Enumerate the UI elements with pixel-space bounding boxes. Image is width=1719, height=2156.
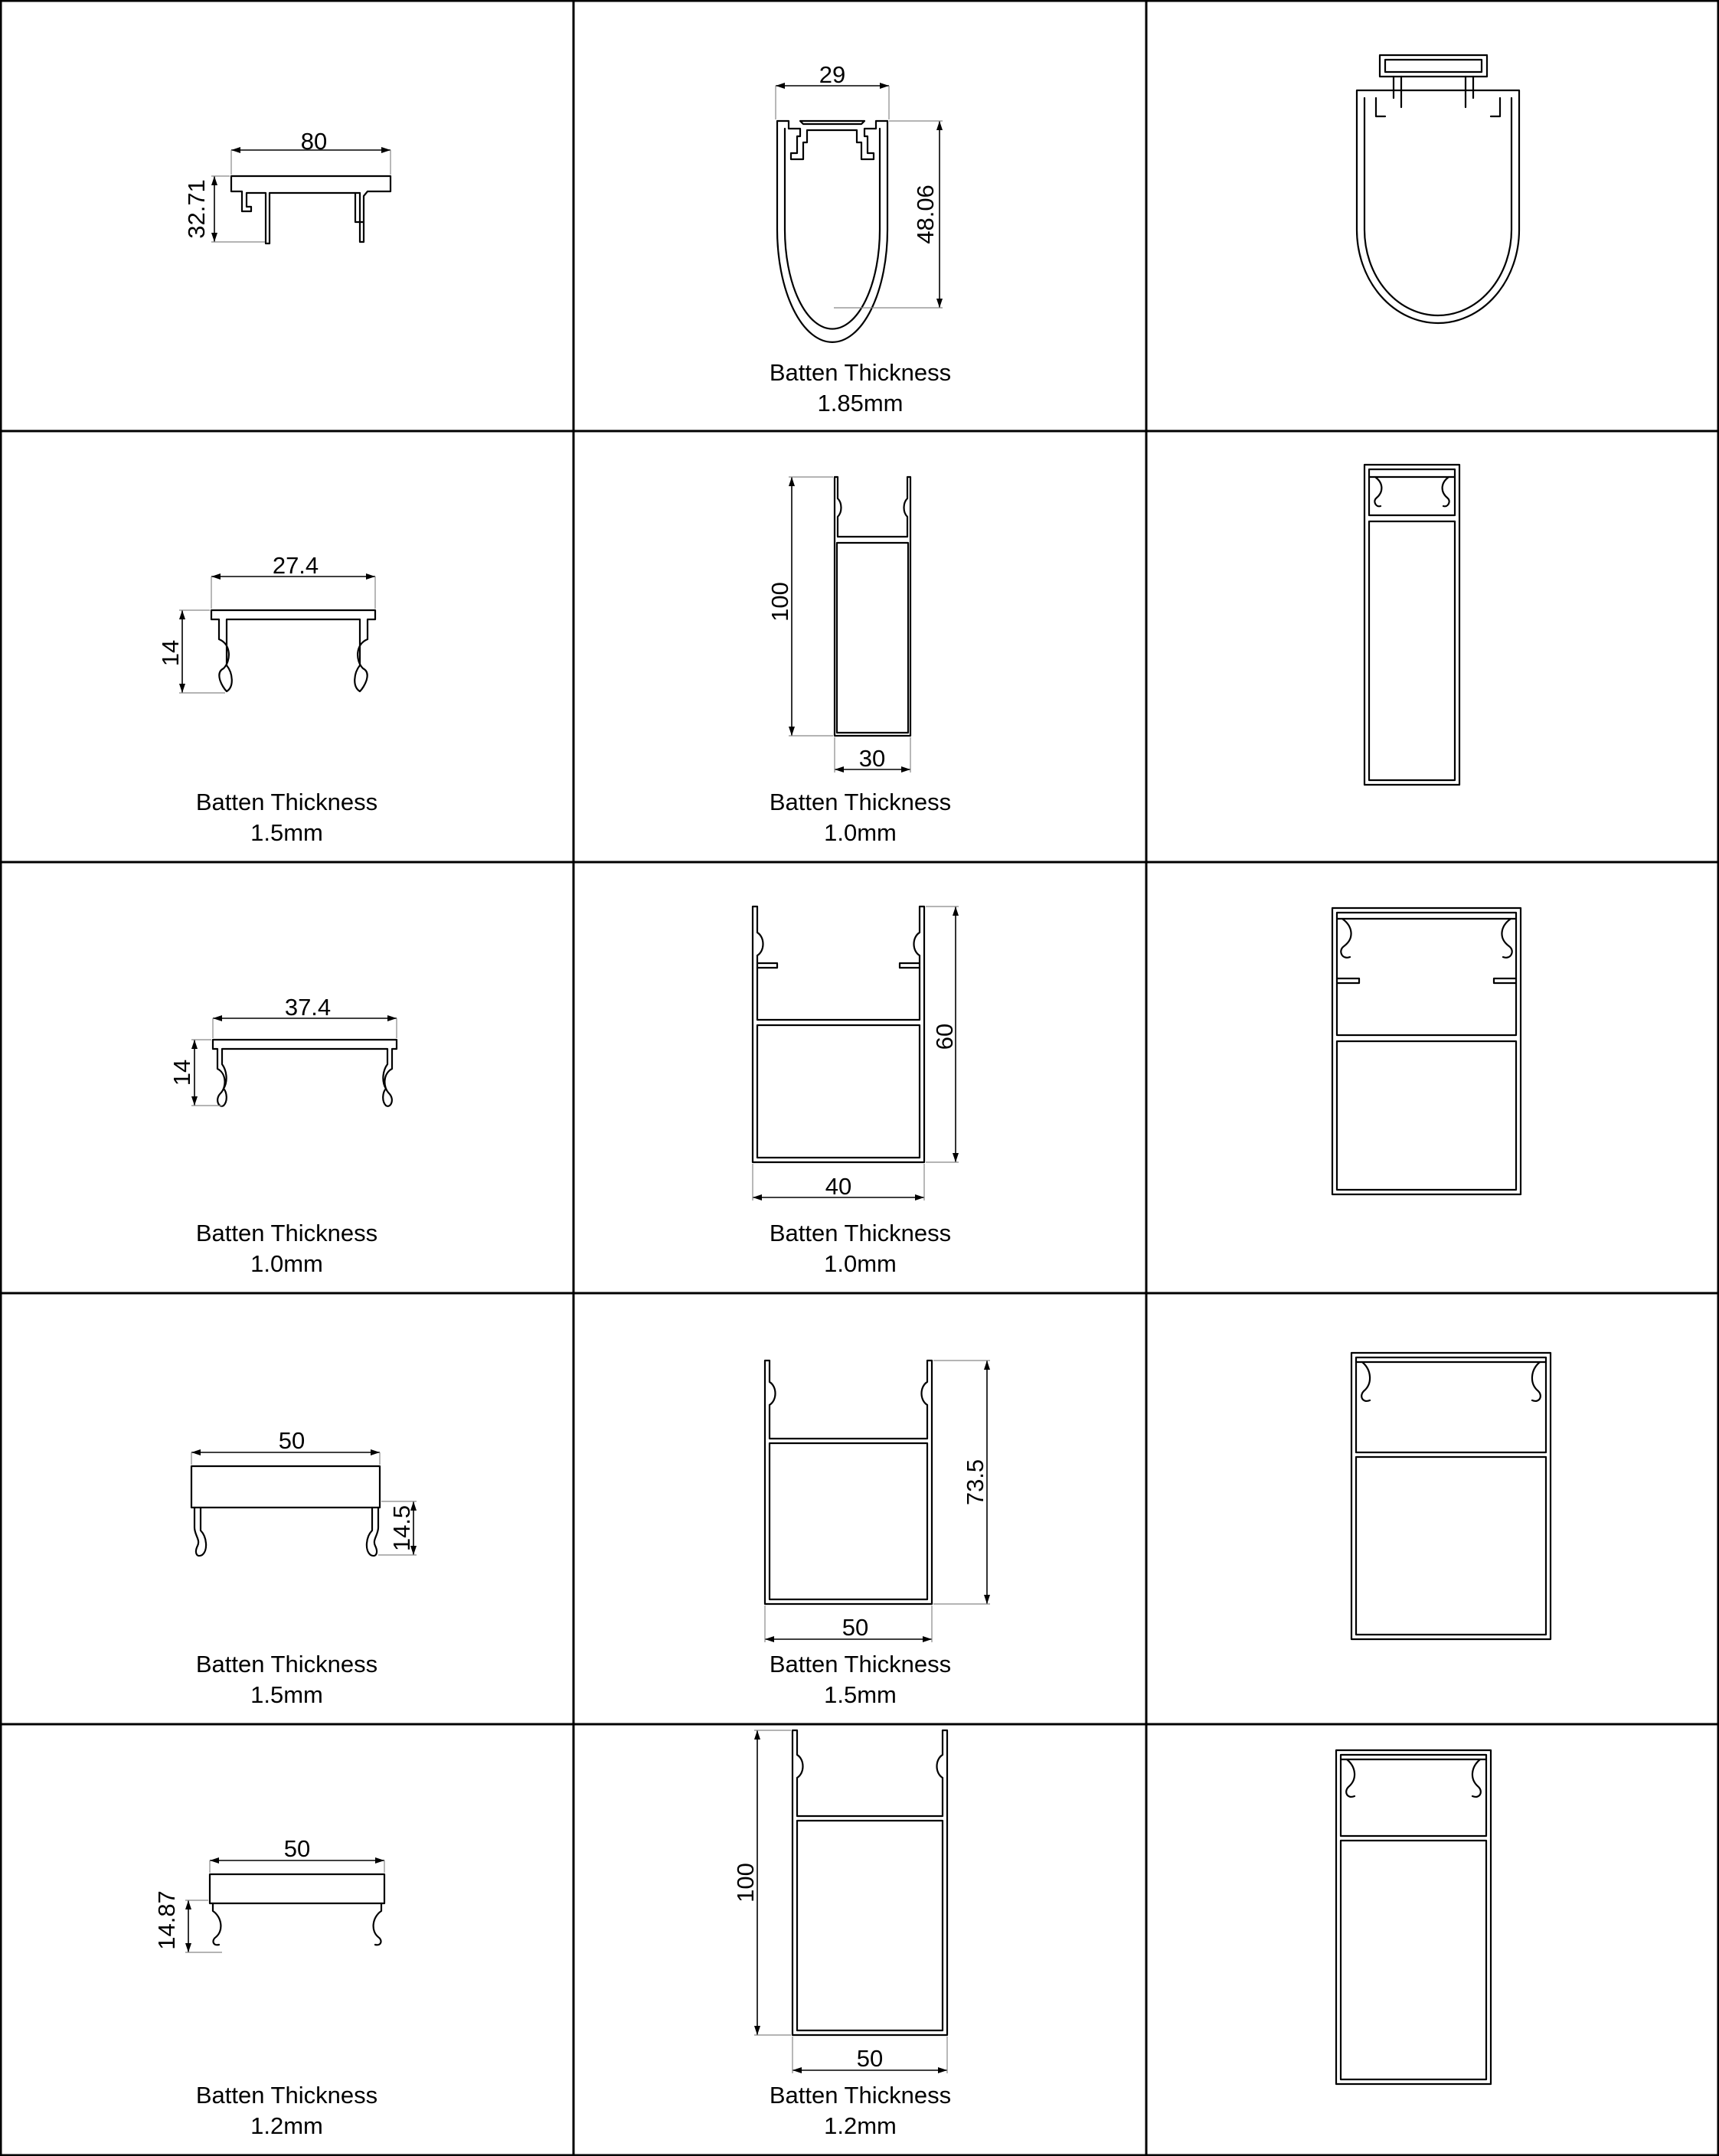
profile-cell-r1-c2 (574, 0, 1147, 431)
height-dimension-label: 73.5 (962, 1459, 989, 1506)
caption-line-2: 1.0mm (250, 1250, 323, 1277)
profile-cell-r5-c3 (1146, 1724, 1719, 2155)
cover-profile-drawing (0, 0, 574, 431)
width-dimension-label: 50 (856, 2045, 884, 2072)
caption-line-1: Batten Thickness (769, 789, 952, 815)
assembly-drawing (1146, 431, 1719, 862)
width-dimension-label: 29 (819, 61, 846, 88)
caption-line-1: Batten Thickness (769, 359, 952, 386)
caption-line-2: 1.0mm (824, 1250, 897, 1277)
profile-cell-r5-c2 (574, 1724, 1147, 2155)
height-dimension-label: 100 (766, 582, 793, 622)
height-dimension-label: 100 (732, 1863, 759, 1903)
width-dimension-label: 27.4 (272, 552, 319, 579)
profile-cell-r4-c2 (574, 1293, 1147, 1724)
width-dimension-label: 37.4 (284, 994, 332, 1021)
caption-line-1: Batten Thickness (769, 1651, 952, 1677)
profile-cell-r4-c1 (0, 1293, 574, 1724)
width-dimension-label: 50 (283, 1835, 311, 1862)
profile-cell-r3-c1 (0, 862, 574, 1293)
caption-line-1: Batten Thickness (769, 2082, 952, 2109)
profile-cell-r3-c2 (574, 862, 1147, 1293)
assembly-drawing (1146, 862, 1719, 1293)
height-dimension-label: 14 (157, 639, 184, 667)
caption-line-2: 1.0mm (824, 819, 897, 846)
caption-line-2: 1.5mm (824, 1681, 897, 1708)
caption-line-1: Batten Thickness (195, 1651, 378, 1677)
width-dimension-label: 40 (825, 1173, 852, 1200)
caption-line-1: Batten Thickness (195, 789, 378, 815)
height-dimension-label: 14.5 (388, 1504, 415, 1552)
profile-cell-r4-c3 (1146, 1293, 1719, 1724)
caption-line-1: Batten Thickness (195, 1220, 378, 1246)
caption-line-2: 1.85mm (817, 390, 904, 416)
profile-cell-r3-c3 (1146, 862, 1719, 1293)
profile-cell-r5-c1 (0, 1724, 574, 2155)
width-dimension-label: 30 (858, 745, 886, 772)
assembly-drawing (1146, 1724, 1719, 2155)
caption-line-2: 1.5mm (250, 1681, 323, 1708)
height-dimension-label: 60 (931, 1023, 958, 1050)
profile-cell-r2-c1 (0, 431, 574, 862)
width-dimension-label: 50 (278, 1427, 306, 1454)
height-dimension-label: 48.06 (912, 185, 939, 244)
height-dimension-label: 14 (168, 1059, 195, 1086)
profile-cell-r2-c3 (1146, 431, 1719, 862)
profile-cell-r2-c2 (574, 431, 1147, 862)
width-dimension-label: 80 (300, 128, 328, 155)
profile-cell-r1-c3 (1146, 0, 1719, 431)
caption-line-2: 1.5mm (250, 819, 323, 846)
caption-line-1: Batten Thickness (195, 2082, 378, 2109)
height-dimension-label: 32.71 (183, 179, 210, 239)
caption-line-1: Batten Thickness (769, 1220, 952, 1246)
profile-cell-r1-c1 (0, 0, 574, 431)
assembly-drawing (1146, 1293, 1719, 1724)
caption-line-2: 1.2mm (250, 2112, 323, 2139)
assembly-drawing (1146, 0, 1719, 431)
height-dimension-label: 14.87 (153, 1890, 180, 1950)
caption-line-2: 1.2mm (824, 2112, 897, 2139)
width-dimension-label: 50 (842, 1614, 869, 1641)
